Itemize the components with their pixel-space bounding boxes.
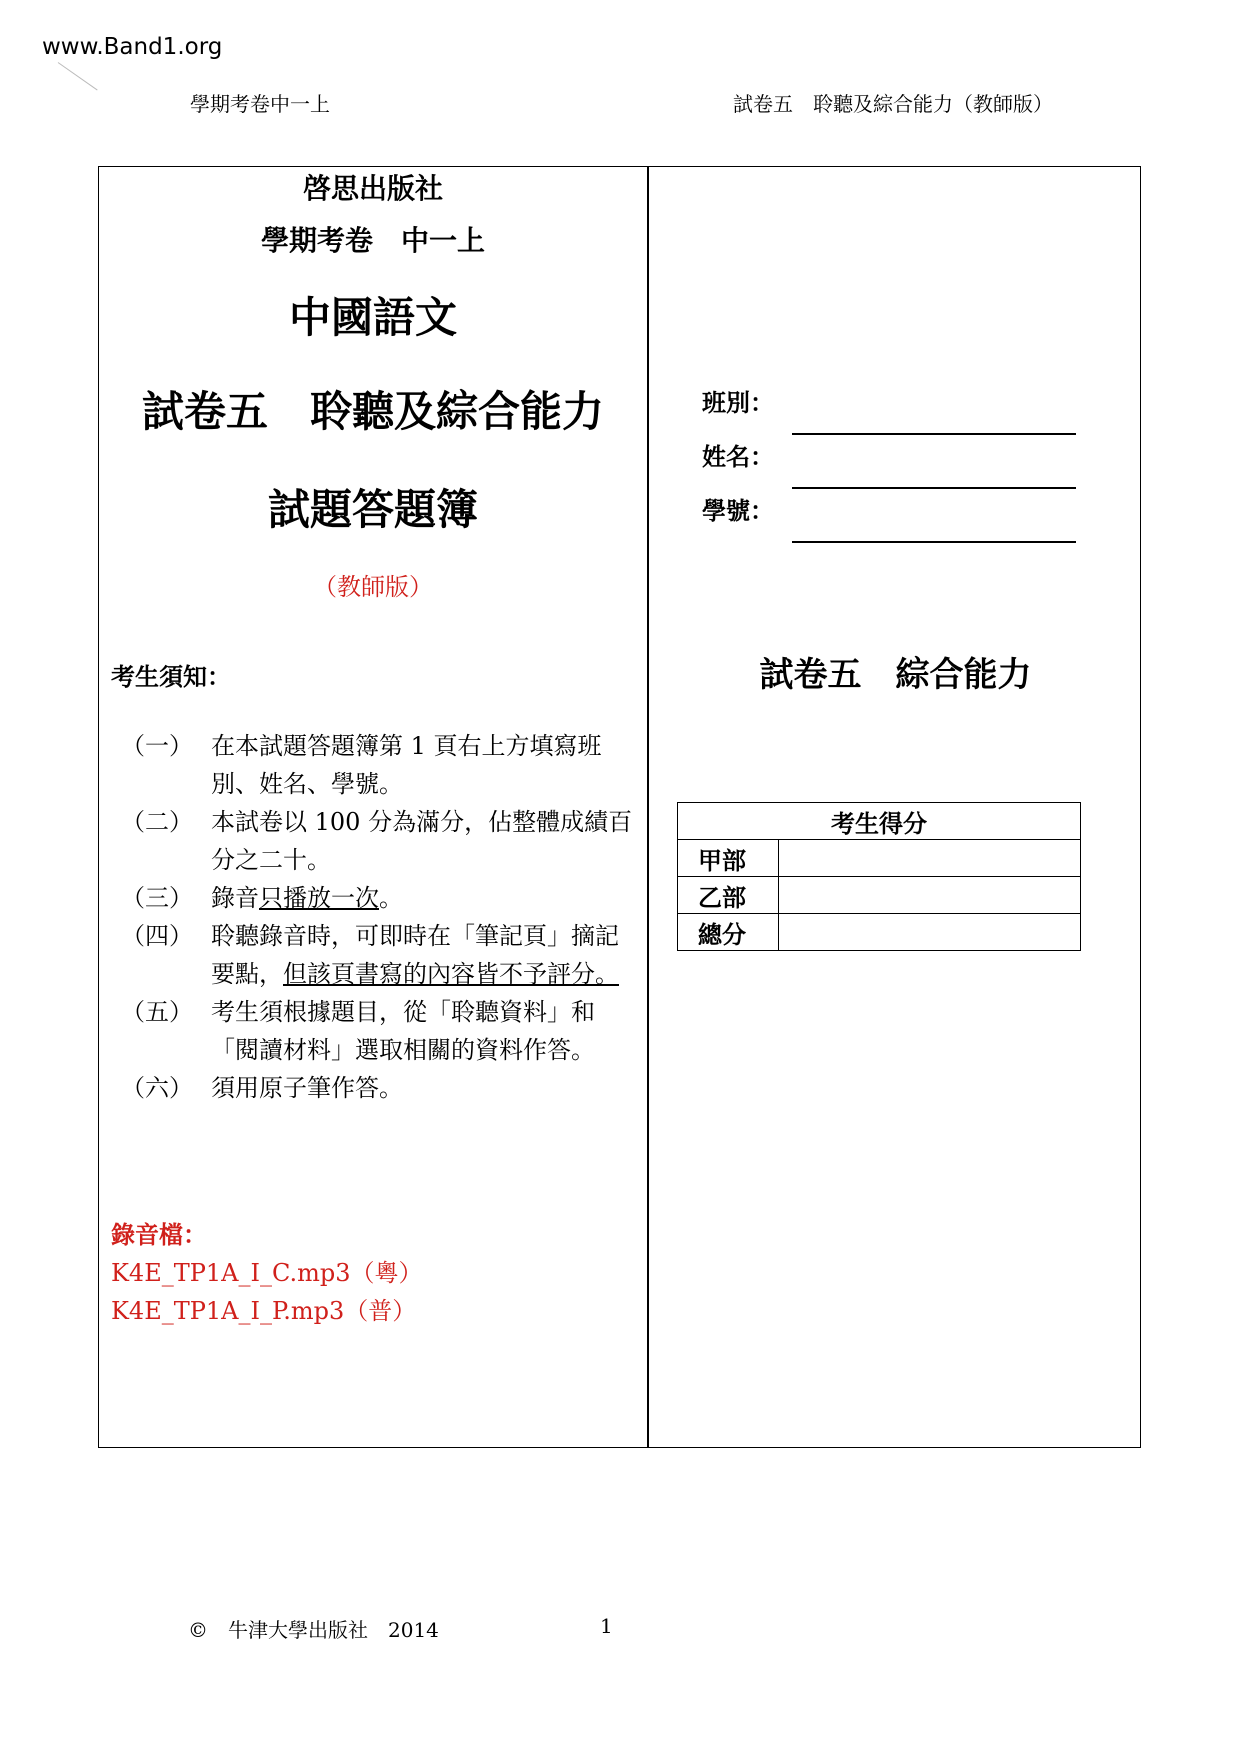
watermark-decoration [58, 62, 98, 90]
class-label: 班別： [702, 389, 774, 417]
audio-file-cantonese: K4E_TP1A_I_C.mp3（粵） [111, 1259, 423, 1287]
notices-title: 考生須知： [111, 663, 231, 691]
watermark-text: www.Band1.org [42, 34, 223, 60]
notice-text-post: 。 [379, 884, 403, 912]
paper-title: 試卷五 聆聽及綜合能力 [141, 387, 604, 436]
publisher-name: 啓思出版社 [302, 172, 443, 205]
header-left: 學期考卷中一上 [190, 92, 330, 116]
student-number-field[interactable] [792, 541, 1076, 543]
notice-item [121, 727, 641, 803]
notice-number: （六） [121, 1074, 193, 1102]
exam-title: 學期考卷 中一上 [260, 224, 485, 257]
cover-frame [98, 166, 1141, 1448]
notice-text-underlined: 但該頁書寫的內容皆不予評分。 [283, 960, 619, 988]
score-table [677, 802, 1081, 951]
notice-item [121, 1069, 641, 1107]
notice-text: 考生須根據題目，從「聆聽資料」和「閱讀材料」選取相關的資料作答。 [211, 998, 595, 1064]
booklet-title: 試題答題簿 [267, 485, 478, 534]
score-table-header: 考生得分 [678, 803, 1081, 840]
audio-file-putonghua: K4E_TP1A_I_P.mp3（普） [111, 1297, 417, 1325]
notice-item [121, 803, 641, 879]
score-row [678, 840, 1081, 877]
subject-title: 中國語文 [288, 293, 457, 342]
notice-item [121, 879, 641, 917]
notice-text: 本試卷以 100 分為滿分，佔整體成績百分之二十。 [211, 808, 633, 874]
class-field[interactable] [792, 433, 1076, 435]
header-right: 試卷五 聆聽及綜合能力（教師版） [733, 92, 1053, 116]
audio-files-title: 錄音檔： [111, 1221, 207, 1249]
notice-number: （五） [121, 998, 193, 1026]
notice-text: 在本試題答題簿第 1 頁右上方填寫班別、姓名、學號。 [211, 732, 602, 798]
notice-number: （四） [121, 922, 193, 950]
notice-number: （三） [121, 884, 193, 912]
notice-text-underlined: 只播放一次 [259, 884, 379, 912]
score-table-header-row [678, 803, 1081, 840]
student-number-label: 學號： [702, 497, 774, 525]
score-label: 甲部 [678, 840, 779, 877]
teacher-edition-label: （教師版） [313, 573, 433, 601]
score-value-cell[interactable] [779, 877, 1081, 914]
notice-text: 須用原子筆作答。 [211, 1074, 403, 1102]
page-number: 1 [600, 1614, 613, 1638]
column-divider [647, 167, 649, 1447]
right-paper-title: 試卷五 綜合能力 [759, 655, 1032, 695]
notice-item [121, 993, 641, 1069]
score-row [678, 914, 1081, 951]
score-label: 乙部 [678, 877, 779, 914]
notice-number: （二） [121, 808, 193, 836]
notice-text-pre: 錄音 [211, 884, 259, 912]
notice-item [121, 917, 641, 993]
score-value-cell[interactable] [779, 840, 1081, 877]
score-label: 總分 [678, 914, 779, 951]
notice-text-pre: 聆聽錄音時，可即時在「筆記頁」摘記要點， [211, 922, 619, 988]
name-field[interactable] [792, 487, 1076, 489]
notice-number: （一） [121, 732, 193, 760]
name-label: 姓名： [702, 443, 774, 471]
footer-copyright: © 牛津大學出版社 2014 [188, 1618, 439, 1642]
score-value-cell[interactable] [779, 914, 1081, 951]
notices-list [121, 727, 641, 1107]
score-row [678, 877, 1081, 914]
